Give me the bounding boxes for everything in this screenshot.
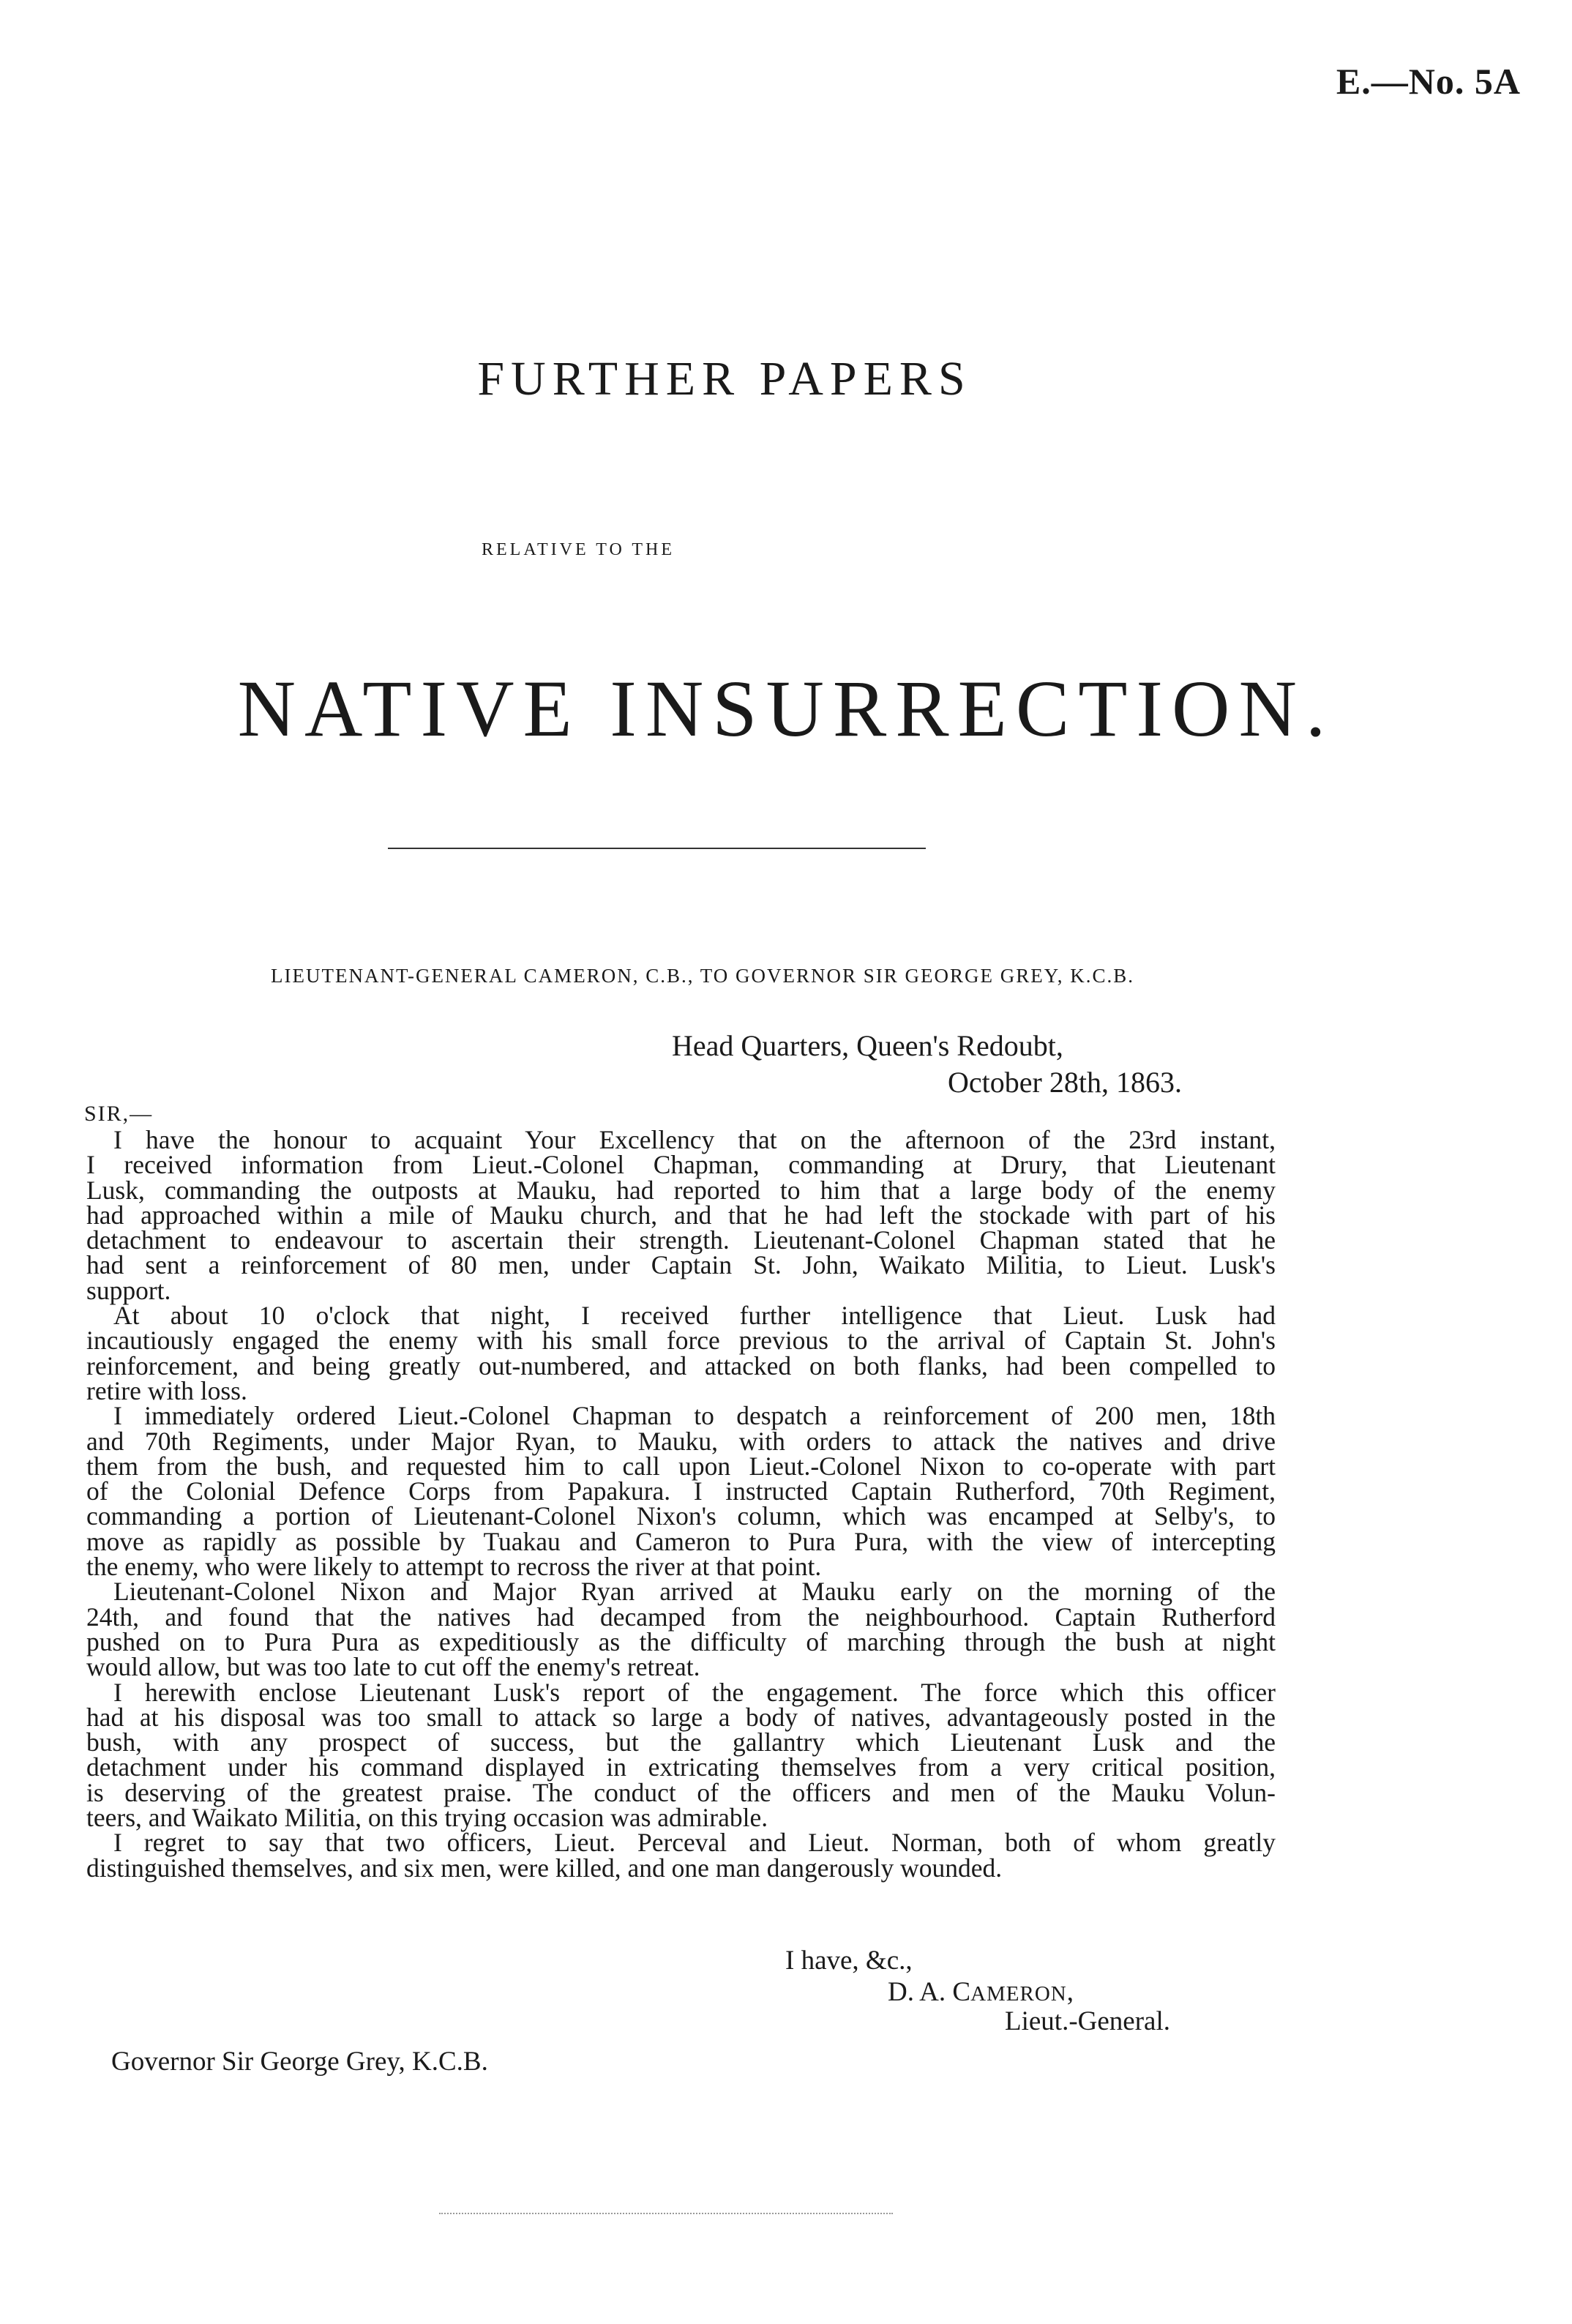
document-reference: E.—No. 5A xyxy=(1336,61,1521,102)
body-line: support. xyxy=(86,1275,171,1305)
body-line: retire with loss. xyxy=(86,1375,247,1405)
title-relative-to: RELATIVE TO THE xyxy=(482,540,675,559)
body-line: I regret to say that two officers, Lieut. Perceval and Lieut. Norman, both of whom greatly xyxy=(113,1828,1276,1858)
body-line: incautiously engaged the enemy with his small force previous to the arrival of Captain St. John's xyxy=(86,1326,1276,1356)
letter-heading: LIEUTENANT-GENERAL CAMERON, C.B., TO GOVERNOR SIR GEORGE GREY, K.C.B. xyxy=(270,965,1135,987)
letter-addressee: Governor Sir George Grey, K.C.B. xyxy=(111,2047,488,2077)
body-line: detachment under his command displayed in extricating themselves from a very critical position, xyxy=(86,1752,1276,1782)
title-further-papers: FURTHER PAPERS xyxy=(477,352,972,406)
body-line: Lieutenant-Colonel Nixon and Major Ryan arrived at Mauku early on the morning of the xyxy=(113,1577,1276,1607)
body-line: move as rapidly as possible by Tuakau and Cameron to Pura Pura, with the view of intercepting xyxy=(86,1526,1276,1556)
body-line: had at his disposal was too small to attack so large a body of natives, advantageously posted in the xyxy=(86,1702,1276,1732)
body-line: the enemy, who were likely to attempt to recross the river at that point. xyxy=(86,1552,822,1582)
signature-text: D. A. CAMERON, xyxy=(888,1977,1074,2007)
body-line: had sent a reinforcement of 80 men, under Captain St. John, Waikato Militia, to Lieut. Lusk's xyxy=(86,1250,1276,1280)
letter-rank: Lieut.-General. xyxy=(1005,2006,1170,2036)
body-line: I have the honour to acquaint Your Excellency that on the afternoon of the 23rd instant, xyxy=(113,1125,1276,1154)
letter-signature xyxy=(888,1976,1074,2008)
body-line: distinguished themselves, and six men, were killed, and one man dangerously wounded. xyxy=(86,1853,1003,1883)
letter-date: October 28th, 1863. xyxy=(948,1066,1182,1099)
body-line: and 70th Regiments, under Major Ryan, to Mauku, with orders to attack the natives and drive xyxy=(86,1426,1276,1456)
body-line: teers, and Waikato Militia, on this trying occasion was admirable. xyxy=(86,1803,768,1833)
body-line: I herewith enclose Lieutenant Lusk's report of the engagement. The force which this officer xyxy=(113,1677,1276,1707)
body-line: had approached within a mile of Mauku church, and that he had left the stockade with part of his xyxy=(86,1200,1276,1230)
body-line: bush, with any prospect of success, but the gallantry which Lieutenant Lusk and the xyxy=(86,1727,1276,1757)
body-line: I immediately ordered Lieut.-Colonel Chapman to despatch a reinforcement of 200 men, 18th xyxy=(113,1401,1276,1431)
body-line: would allow, but was too late to cut off the enemy's retreat. xyxy=(86,1652,700,1682)
body-line: reinforcement, and being greatly out-numbered, and attacked on both flanks, had been compelled to xyxy=(86,1350,1276,1380)
body-line: I received information from Lieut.-Colonel Chapman, commanding at Drury, that Lieutenant xyxy=(86,1150,1276,1180)
body-line: them from the bush, and requested him to call upon Lieut.-Colonel Nixon to co-operate with part xyxy=(86,1451,1276,1481)
letter-closing: I have, &c., xyxy=(785,1946,913,1976)
letter-body xyxy=(86,1125,1276,1883)
footer-dotted-rule xyxy=(439,2213,893,2214)
title-divider xyxy=(388,848,926,849)
body-line: Lusk, commanding the outposts at Mauku, had reported to him that a large body of the enemy xyxy=(86,1175,1276,1205)
body-line: commanding a portion of Lieutenant-Colonel Nixon's column, which was encamped at Selby's, to xyxy=(86,1501,1276,1531)
body-line: pushed on to Pura Pura as expeditiously as the difficulty of marching through the bush at night xyxy=(86,1626,1276,1656)
body-line: 24th, and found that the natives had decamped from the neighbourhood. Captain Rutherford xyxy=(86,1602,1276,1632)
letter-place: Head Quarters, Queen's Redoubt, xyxy=(672,1029,1063,1062)
body-line: of the Colonial Defence Corps from Papakura. I instructed Captain Rutherford, 70th Regiment, xyxy=(86,1476,1276,1506)
body-line: At about 10 o'clock that night, I received further intelligence that Lieut. Lusk had xyxy=(113,1301,1276,1331)
body-line: is deserving of the greatest praise. The conduct of the officers and men of the Mauku Volun- xyxy=(86,1777,1276,1807)
body-line: detachment to endeavour to ascertain their strength. Lieutenant-Colonel Chapman stated that he xyxy=(86,1225,1276,1255)
letter-salutation: SIR,— xyxy=(84,1102,154,1126)
title-native-insurrection: NATIVE INSURRECTION. xyxy=(237,664,1335,753)
